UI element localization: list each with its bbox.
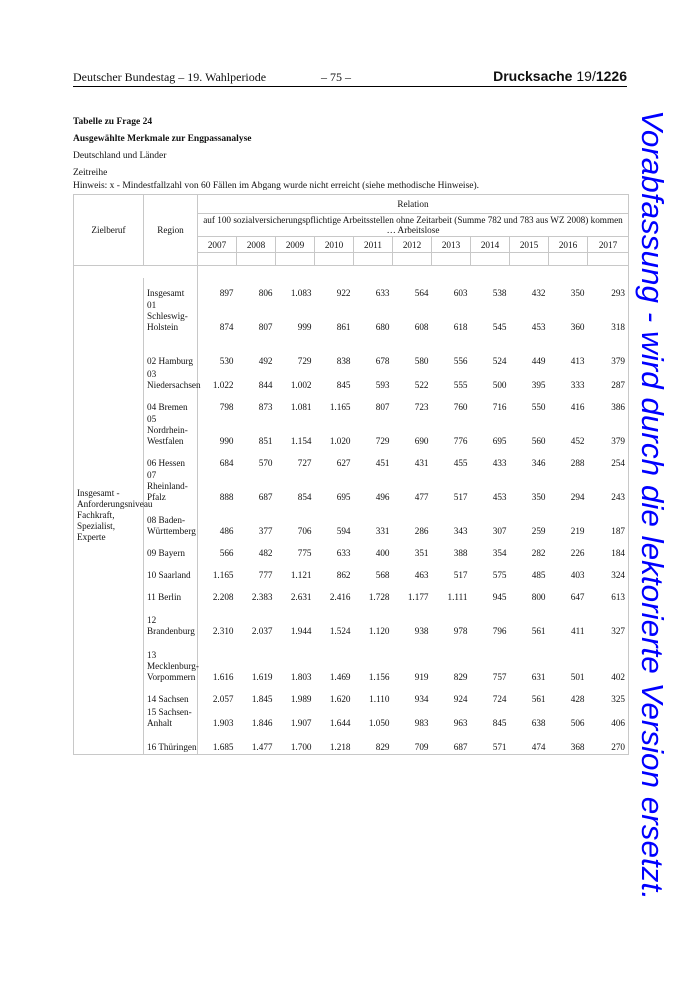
value-cell: 690	[414, 436, 429, 446]
watermark-text: Vorabfassung - wird durch die lektorierte Version ersetzt.	[635, 110, 669, 876]
value-cell: 1.111	[447, 592, 468, 602]
value-cell: 678	[375, 356, 390, 366]
spacer-cell	[144, 266, 198, 279]
blank-header-cell	[315, 253, 354, 266]
spacer-cell	[471, 266, 510, 279]
value-cell: 1.846	[251, 718, 273, 728]
value-cell: 1.081	[290, 402, 312, 412]
region-cell: 13 Mecklenburg-Vorpommern	[144, 638, 198, 684]
value-cell: 854	[297, 492, 312, 502]
region-cell: 04 Bremen	[144, 392, 198, 414]
value-cell: 963	[453, 718, 468, 728]
value-cell: 545	[492, 322, 507, 332]
value-cell: 798	[219, 402, 234, 412]
region-cell: 06 Hessen	[144, 448, 198, 470]
spacer-cell	[315, 266, 354, 279]
watermark-graphic	[628, 110, 686, 900]
value-cell: 411	[571, 626, 585, 636]
value-cell: 1.121	[290, 570, 312, 580]
blank-header-cell	[432, 253, 471, 266]
value-cell: 945	[492, 592, 507, 602]
table-row	[74, 582, 629, 604]
header-publication: Deutscher Bundestag – 19. Wahlperiode	[73, 70, 267, 84]
value-cell: 568	[375, 570, 390, 580]
value-cell: 2.383	[251, 592, 273, 602]
value-cell: 687	[258, 492, 273, 502]
value-cell: 485	[531, 570, 546, 580]
value-cell: 2.310	[212, 626, 234, 636]
value-cell: 1.944	[290, 626, 312, 636]
spacer-cell	[354, 266, 393, 279]
value-cell: 716	[492, 402, 507, 412]
value-cell: 760	[453, 402, 468, 412]
value-cell: 550	[531, 402, 546, 412]
value-cell: 451	[375, 458, 390, 468]
value-cell: 777	[258, 570, 273, 580]
value-cell: 845	[492, 718, 507, 728]
blank-header-cell	[588, 253, 629, 266]
value-cell: 496	[375, 492, 390, 502]
value-cell: 627	[336, 458, 351, 468]
spacer-cell	[237, 266, 276, 279]
year-header: 2011	[354, 237, 393, 253]
drucksache-number: 1226	[595, 68, 627, 84]
header-page-number: – 75 –	[321, 70, 351, 84]
value-cell: 1.218	[315, 730, 354, 754]
value-cell: 862	[336, 570, 351, 580]
value-cell: 838	[336, 356, 351, 366]
blank-header-cell	[354, 253, 393, 266]
region-cell: 15 Sachsen-Anhalt	[144, 706, 198, 730]
table-row	[74, 278, 629, 300]
value-cell: 796	[492, 626, 507, 636]
blank-header-cell	[237, 253, 276, 266]
blank-header-cell	[198, 253, 237, 266]
value-cell: 400	[375, 548, 390, 558]
value-cell: 288	[570, 458, 585, 468]
value-cell: 919	[414, 672, 429, 682]
column-header-region: Region	[144, 195, 198, 266]
table-row	[74, 334, 629, 368]
value-cell: 561	[531, 626, 546, 636]
value-cell: 452	[570, 436, 585, 446]
value-cell: 775	[297, 548, 312, 558]
value-cell: 564	[414, 288, 429, 298]
value-cell: 1.154	[290, 436, 312, 446]
region-cell: 01 Schleswig-Holstein	[144, 300, 198, 334]
value-cell: 934	[414, 694, 429, 704]
value-cell: 845	[336, 380, 351, 390]
table-body	[74, 266, 629, 755]
value-cell: 474	[510, 730, 549, 754]
spacer-row	[74, 266, 629, 279]
region-cell: 09 Bayern	[144, 538, 198, 560]
column-header-zielberuf: Zielberuf	[74, 195, 144, 266]
value-cell: 184	[588, 538, 629, 560]
value-cell: 386	[588, 392, 629, 414]
value-cell: 270	[588, 730, 629, 754]
table-row	[74, 470, 629, 504]
year-header: 2014	[471, 237, 510, 253]
zielberuf-cell: Insgesamt - Anforderungsniveau Fachkraft, Spezialist, Experte	[74, 278, 144, 754]
value-cell: 1.700	[276, 730, 315, 754]
table-series: Zeitreihe	[73, 168, 108, 178]
year-header: 2007	[198, 237, 237, 253]
value-cell: 1.903	[212, 718, 234, 728]
value-cell: 1.989	[290, 694, 312, 704]
blank-header-cell	[471, 253, 510, 266]
value-cell: 1.616	[212, 672, 234, 682]
value-cell: 999	[297, 322, 312, 332]
value-cell: 403	[570, 570, 585, 580]
value-cell: 873	[258, 402, 273, 412]
value-cell: 413	[570, 356, 585, 366]
value-cell: 807	[375, 402, 390, 412]
value-cell: 433	[492, 458, 507, 468]
region-cell: 11 Berlin	[144, 582, 198, 604]
year-header: 2009	[276, 237, 315, 253]
value-cell: 524	[492, 356, 507, 366]
value-cell: 325	[588, 684, 629, 706]
value-cell: 1.619	[251, 672, 273, 682]
value-cell: 978	[453, 626, 468, 636]
value-cell: 517	[453, 492, 468, 502]
value-cell: 346	[531, 458, 546, 468]
value-cell: 453	[492, 492, 507, 502]
value-cell: 1.020	[329, 436, 351, 446]
value-cell: 1.845	[251, 694, 273, 704]
region-cell: 10 Saarland	[144, 560, 198, 582]
value-cell: 571	[471, 730, 510, 754]
value-cell: 638	[531, 718, 546, 728]
value-cell: 219	[570, 526, 585, 536]
spacer-cell	[510, 266, 549, 279]
value-cell: 723	[414, 402, 429, 412]
value-cell: 506	[570, 718, 585, 728]
value-cell: 360	[570, 322, 585, 332]
value-cell: 807	[258, 322, 273, 332]
value-cell: 618	[453, 322, 468, 332]
region-cell: 14 Sachsen	[144, 684, 198, 706]
value-cell: 603	[453, 288, 468, 298]
year-header: 2017	[588, 237, 629, 253]
value-cell: 608	[414, 322, 429, 332]
value-cell: 416	[570, 402, 585, 412]
value-cell: 695	[336, 492, 351, 502]
table-row	[74, 368, 629, 392]
region-cell: 08 Baden-Württemberg	[144, 504, 198, 538]
value-cell: 1.644	[329, 718, 351, 728]
table-row	[74, 300, 629, 334]
value-cell: 647	[570, 592, 585, 602]
value-cell: 282	[531, 548, 546, 558]
value-cell: 1.022	[212, 380, 234, 390]
value-cell: 851	[258, 436, 273, 446]
value-cell: 757	[492, 672, 507, 682]
value-cell: 1.177	[407, 592, 429, 602]
spacer-cell	[198, 266, 237, 279]
table-row	[74, 538, 629, 560]
value-cell: 560	[531, 436, 546, 446]
year-header: 2010	[315, 237, 354, 253]
table-title: Tabelle zu Frage 24	[73, 117, 153, 127]
value-cell: 226	[570, 548, 585, 558]
value-cell: 286	[414, 526, 429, 536]
value-cell: 350	[531, 492, 546, 502]
table-row	[74, 684, 629, 706]
value-cell: 377	[258, 526, 273, 536]
value-cell: 486	[219, 526, 234, 536]
value-cell: 354	[492, 548, 507, 558]
value-cell: 1.524	[329, 626, 351, 636]
value-cell: 500	[492, 380, 507, 390]
value-cell: 1.620	[329, 694, 351, 704]
value-cell: 333	[570, 380, 585, 390]
spacer-cell	[393, 266, 432, 279]
value-cell: 806	[258, 288, 273, 298]
value-cell: 294	[570, 492, 585, 502]
blank-header-cell	[549, 253, 588, 266]
table-scope: Deutschland und Länder	[73, 151, 167, 161]
value-cell: 633	[375, 288, 390, 298]
header-drucksache	[493, 68, 627, 84]
table-note: Hinweis: x - Mindestfallzahl von 60 Fällen im Abgang wurde nicht erreicht (siehe methodische Hinweise).	[73, 181, 480, 191]
value-cell: 613	[588, 582, 629, 604]
value-cell: 633	[336, 548, 351, 558]
spacer-cell	[549, 266, 588, 279]
table-row	[74, 730, 629, 754]
blank-header-cell	[510, 253, 549, 266]
value-cell: 695	[492, 436, 507, 446]
value-cell: 724	[492, 694, 507, 704]
value-cell: 556	[453, 356, 468, 366]
spacer-cell	[432, 266, 471, 279]
value-cell: 555	[453, 380, 468, 390]
drucksache-prefix: 19/	[572, 68, 596, 84]
value-cell: 680	[375, 322, 390, 332]
value-cell: 706	[297, 526, 312, 536]
value-cell: 570	[258, 458, 273, 468]
table-row	[74, 638, 629, 684]
table-row	[74, 604, 629, 638]
blank-header-cell	[393, 253, 432, 266]
value-cell: 727	[297, 458, 312, 468]
value-cell: 2.208	[212, 592, 234, 602]
value-cell: 1.728	[368, 592, 390, 602]
value-cell: 463	[414, 570, 429, 580]
value-cell: 1.083	[290, 288, 312, 298]
value-cell: 453	[531, 322, 546, 332]
data-table	[73, 194, 629, 755]
value-cell: 2.631	[290, 592, 312, 602]
value-cell: 888	[219, 492, 234, 502]
value-cell: 402	[588, 638, 629, 684]
value-cell: 684	[219, 458, 234, 468]
value-cell: 1.002	[290, 380, 312, 390]
value-cell: 1.477	[237, 730, 276, 754]
value-cell: 477	[414, 492, 429, 502]
watermark	[628, 110, 686, 900]
value-cell: 983	[414, 718, 429, 728]
value-cell: 922	[336, 288, 351, 298]
value-cell: 501	[570, 672, 585, 682]
region-cell: 12 Brandenburg	[144, 604, 198, 638]
year-header: 2016	[549, 237, 588, 253]
drucksache-label: Drucksache	[493, 68, 573, 84]
value-cell: 431	[414, 458, 429, 468]
value-cell: 897	[219, 288, 234, 298]
value-cell: 1.469	[329, 672, 351, 682]
value-cell: 307	[492, 526, 507, 536]
value-cell: 829	[354, 730, 393, 754]
value-cell: 327	[588, 604, 629, 638]
value-cell: 844	[258, 380, 273, 390]
value-cell: 580	[414, 356, 429, 366]
value-cell: 388	[453, 548, 468, 558]
value-cell: 594	[336, 526, 351, 536]
value-cell: 432	[531, 288, 546, 298]
value-cell: 254	[588, 448, 629, 470]
value-cell: 566	[219, 548, 234, 558]
value-cell: 379	[588, 334, 629, 368]
year-header: 2015	[510, 237, 549, 253]
value-cell: 243	[588, 470, 629, 504]
value-cell: 1.110	[369, 694, 390, 704]
region-cell: 02 Hamburg	[144, 334, 198, 368]
region-cell: Insgesamt	[144, 278, 198, 300]
value-cell: 1.050	[368, 718, 390, 728]
value-cell: 2.057	[212, 694, 234, 704]
value-cell: 1.120	[368, 626, 390, 636]
value-cell: 990	[219, 436, 234, 446]
value-cell: 343	[453, 526, 468, 536]
value-cell: 1.156	[368, 672, 390, 682]
year-header: 2013	[432, 237, 471, 253]
page-header	[73, 70, 627, 87]
region-cell: 07 Rheinland-Pfalz	[144, 470, 198, 504]
value-cell: 293	[588, 278, 629, 300]
value-cell: 406	[588, 706, 629, 730]
table-row	[74, 706, 629, 730]
value-cell: 428	[570, 694, 585, 704]
value-cell: 861	[336, 322, 351, 332]
value-cell: 874	[219, 322, 234, 332]
spacer-cell	[588, 266, 629, 279]
value-cell: 1.165	[212, 570, 234, 580]
column-header-relation-desc: auf 100 sozialversicherungspflichtige Arbeitsstellen ohne Zeitarbeit (Summe 782 und 783 aus WZ 2008) kommen … Arbeitslose	[198, 214, 629, 237]
value-cell: 351	[414, 548, 429, 558]
column-header-relation: Relation	[198, 195, 629, 214]
value-cell: 287	[588, 368, 629, 392]
spacer-cell	[74, 266, 144, 279]
value-cell: 455	[453, 458, 468, 468]
value-cell: 829	[453, 672, 468, 682]
value-cell: 575	[492, 570, 507, 580]
value-cell: 687	[432, 730, 471, 754]
region-cell: 03 Niedersachsen	[144, 368, 198, 392]
year-header: 2012	[393, 237, 432, 253]
blank-header-cell	[276, 253, 315, 266]
value-cell: 593	[375, 380, 390, 390]
value-cell: 259	[531, 526, 546, 536]
table-row	[74, 560, 629, 582]
value-cell: 395	[531, 380, 546, 390]
region-cell: 16 Thüringen	[144, 730, 198, 754]
value-cell: 187	[588, 504, 629, 538]
value-cell: 631	[531, 672, 546, 682]
value-cell: 729	[375, 436, 390, 446]
value-cell: 2.416	[329, 592, 351, 602]
value-cell: 318	[588, 300, 629, 334]
value-cell: 1.803	[290, 672, 312, 682]
value-cell: 324	[588, 560, 629, 582]
spacer-cell	[276, 266, 315, 279]
value-cell: 522	[414, 380, 429, 390]
value-cell: 350	[570, 288, 585, 298]
value-cell: 1.165	[329, 402, 351, 412]
value-cell: 1.685	[198, 730, 237, 754]
value-cell: 776	[453, 436, 468, 446]
value-cell: 2.037	[251, 626, 273, 636]
value-cell: 368	[549, 730, 588, 754]
value-cell: 729	[297, 356, 312, 366]
table-row	[74, 504, 629, 538]
value-cell: 924	[453, 694, 468, 704]
value-cell: 709	[393, 730, 432, 754]
value-cell: 482	[258, 548, 273, 558]
table-row	[74, 414, 629, 448]
value-cell: 492	[258, 356, 273, 366]
value-cell: 538	[492, 288, 507, 298]
value-cell: 331	[375, 526, 390, 536]
value-cell: 449	[531, 356, 546, 366]
region-cell: 05 Nordrhein-Westfalen	[144, 414, 198, 448]
value-cell: 938	[414, 626, 429, 636]
table-subtitle: Ausgewählte Merkmale zur Engpassanalyse	[73, 134, 252, 144]
value-cell: 561	[531, 694, 546, 704]
table-row	[74, 392, 629, 414]
value-cell: 800	[531, 592, 546, 602]
value-cell: 1.907	[290, 718, 312, 728]
table-row	[74, 448, 629, 470]
value-cell: 517	[453, 570, 468, 580]
value-cell: 530	[219, 356, 234, 366]
year-header: 2008	[237, 237, 276, 253]
value-cell: 379	[588, 414, 629, 448]
